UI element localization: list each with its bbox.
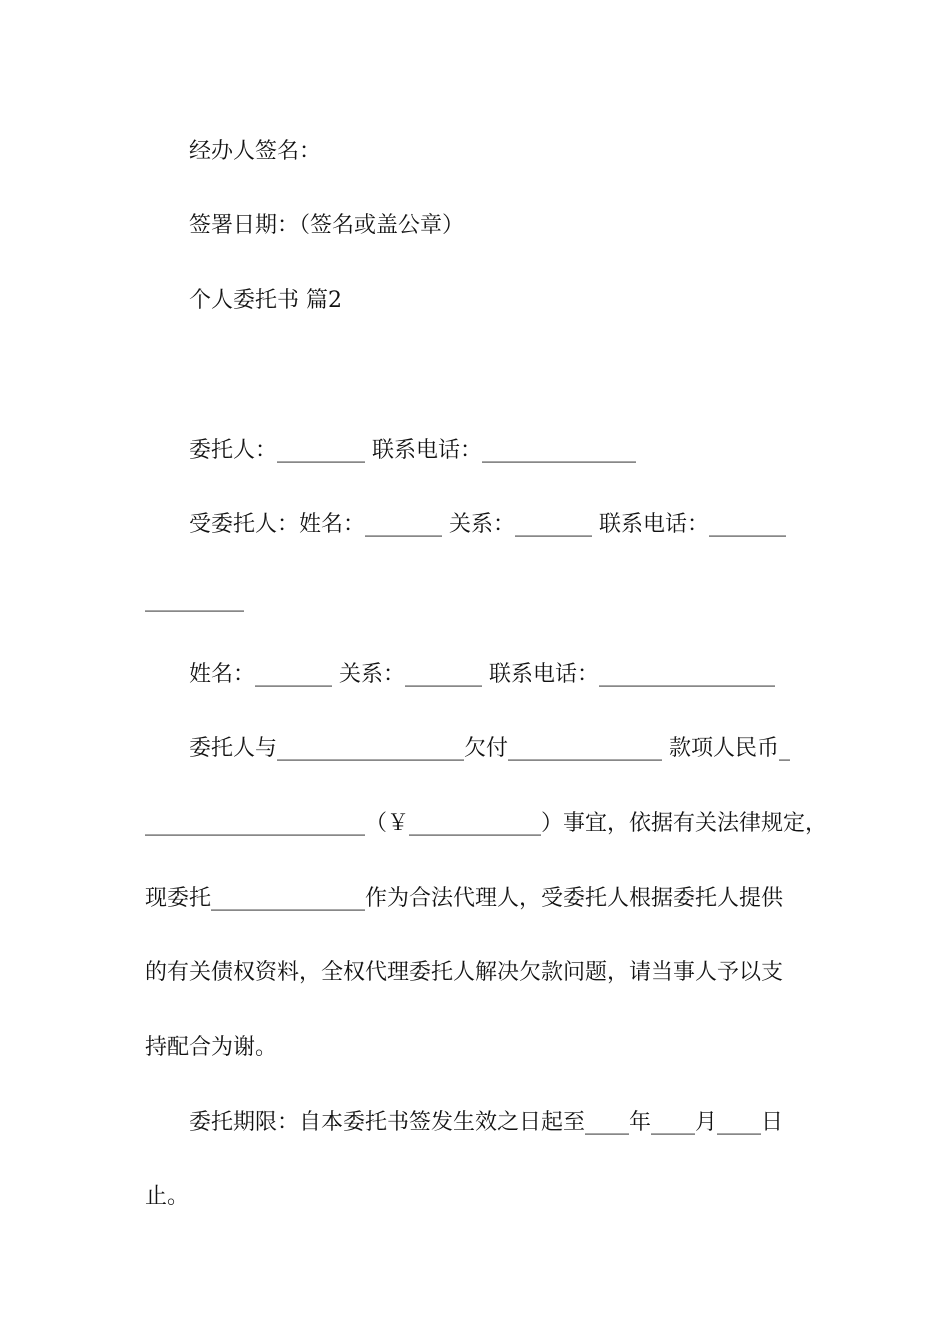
handler-signature-line: 经办人签名： <box>189 139 322 164</box>
term-line-continued: 止。 <box>145 1184 190 1209</box>
body-paragraph-line-2: ____________________（￥____________）事宜，依据有关法律规定， <box>145 811 828 836</box>
agent-line-continued: _________ <box>145 587 244 612</box>
body-paragraph-line-1: 委托人与_________________欠付______________ 款项人民币_ <box>189 736 790 761</box>
body-paragraph-line-5: 持配合为谢。 <box>145 1035 278 1060</box>
signing-date-line: 签署日期：（签名或盖公章） <box>189 213 465 238</box>
term-line: 委托期限：自本委托书签发生效之日起至____年____月____日 <box>189 1110 784 1135</box>
section-heading: 个人委托书 篇2 <box>189 288 342 313</box>
agent-line: 受委托人：姓名：_______ 关系：_______ 联系电话：_______ <box>189 512 786 537</box>
body-paragraph-line-4: 的有关债权资料，全权代理委托人解决欠款问题，请当事人予以支 <box>145 960 784 985</box>
second-agent-line: 姓名：_______ 关系：_______ 联系电话：________________ <box>189 662 775 687</box>
principal-line: 委托人：________ 联系电话：______________ <box>189 438 636 463</box>
body-paragraph-line-3: 现委托______________作为合法代理人，受委托人根据委托人提供 <box>145 886 784 911</box>
